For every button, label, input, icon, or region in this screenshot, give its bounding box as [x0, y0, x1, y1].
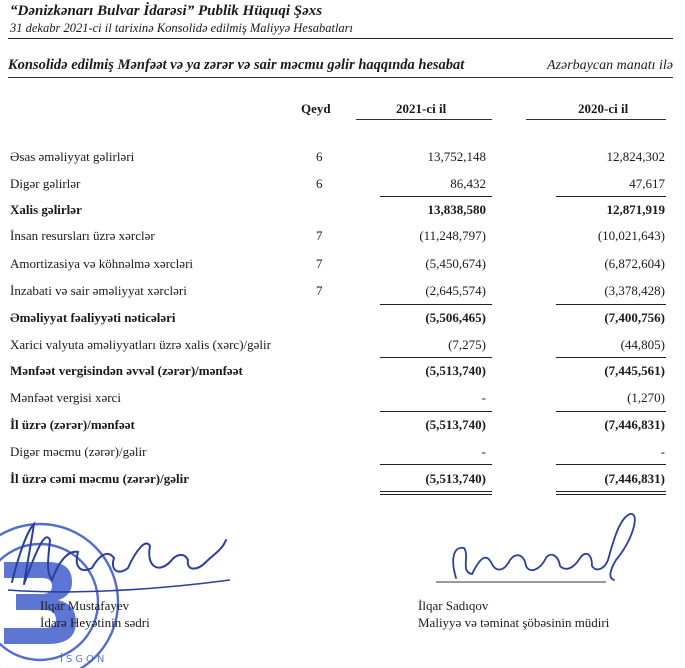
row-value-2020: (3,378,428): [604, 283, 665, 298]
signatory-1-position: İdarə Heyətinin sədri: [40, 615, 150, 630]
table-row: [0, 417, 685, 437]
column-header-2021: 2021-ci il: [396, 101, 447, 116]
table-row: [0, 363, 685, 383]
subtotal-rule-2021: [380, 357, 492, 358]
row-label: Digər gəlirlər: [10, 176, 81, 191]
statement-title: Konsolidə edilmiş Mənfəət və ya zərər və sair məcmu gəlir haqqında hesabat: [8, 57, 465, 73]
row-value-2021: (5,450,674): [425, 256, 486, 271]
subtotal-rule-2021: [380, 411, 492, 412]
row-value-2021: (2,645,574): [425, 283, 486, 298]
row-label: Xalis gəlirlər: [10, 202, 82, 217]
subtotal-rule-2020: [556, 304, 666, 305]
table-row: [0, 228, 685, 248]
table-row: [0, 176, 685, 196]
row-value-2021: 13,752,148: [427, 149, 486, 164]
row-value-2020: (7,446,831): [604, 471, 665, 486]
row-note: 7: [316, 256, 323, 271]
column-2021-underline: [356, 119, 492, 120]
row-value-2020: (6,872,604): [604, 256, 665, 271]
row-value-2021: 86,432: [450, 176, 486, 191]
row-value-2021: (11,248,797): [419, 228, 486, 243]
table-row: [0, 390, 685, 410]
subtotal-rule-2021: [380, 464, 492, 465]
svg-text:İSGON: İSGON: [60, 654, 108, 665]
row-value-2020: (1,270): [627, 390, 665, 405]
statement-rule: [8, 77, 673, 78]
table-row: [0, 471, 685, 491]
signature-sadiqov: [420, 508, 650, 590]
entity-title: “Dənizkənarı Bulvar İdarəsi” Publik Hüquqi Şəxs: [10, 3, 323, 19]
row-value-2020: (10,021,643): [597, 228, 665, 243]
row-value-2020: 12,824,302: [606, 149, 665, 164]
total-double-rule-2021: [380, 491, 492, 495]
signatory-2-name: İlqar Sadıqov: [418, 598, 489, 613]
row-note: 6: [316, 176, 323, 191]
row-label: İnzabati və sair əməliyyat xərcləri: [10, 283, 187, 298]
row-value-2021: -: [481, 390, 486, 405]
table-row: [0, 256, 685, 276]
subtotal-rule-2021: [380, 304, 492, 305]
row-value-2021: (5,513,740): [425, 417, 486, 432]
row-value-2020: (7,446,831): [604, 417, 665, 432]
subtotal-rule-2020: [556, 357, 666, 358]
row-value-2021: (5,513,740): [425, 363, 486, 378]
row-value-2020: 12,871,919: [606, 202, 665, 217]
table-row: [0, 149, 685, 169]
row-value-2020: (7,445,561): [604, 363, 665, 378]
row-label: İl üzrə cəmi məcmu (zərər)/gəlir: [10, 471, 190, 486]
subtotal-rule-2020: [556, 464, 666, 465]
row-note: 6: [316, 149, 323, 164]
row-label: Digər məcmu (zərər)/gəlir: [10, 444, 147, 459]
row-value-2020: (44,805): [620, 337, 665, 352]
row-label: İnsan resursları üzrə xərclər: [10, 228, 155, 243]
signatory-2-position: Maliyyə və təminat şöbəsinin müdiri: [418, 615, 610, 630]
table-row: [0, 310, 685, 330]
row-label: Əsas əməliyyat gəlirləri: [10, 149, 135, 164]
table-row: [0, 202, 685, 222]
row-value-2021: -: [481, 444, 486, 459]
header-rule: [8, 38, 673, 39]
row-label: Əməliyyat fəaliyyəti nəticələri: [10, 310, 176, 325]
column-header-note: Qeyd: [301, 101, 331, 116]
signature-mustafayev: [0, 510, 240, 600]
column-2020-underline: [526, 119, 666, 120]
table-row: [0, 283, 685, 303]
row-label: Mənfəət vergisindən əvvəl (zərər)/mənfəət: [10, 363, 243, 378]
row-value-2021: 13,838,580: [427, 202, 486, 217]
row-label: Amortizasiya və köhnəlmə xərcləri: [10, 256, 194, 271]
row-label: Mənfəət vergisi xərci: [10, 390, 121, 405]
subtotal-rule-2020: [556, 196, 666, 197]
total-double-rule-2020: [556, 491, 666, 495]
column-header-2020: 2020-ci il: [578, 101, 629, 116]
row-value-2021: (5,506,465): [425, 310, 486, 325]
row-value-2021: (7,275): [448, 337, 486, 352]
subtotal-rule-2020: [556, 411, 666, 412]
table-row: [0, 444, 685, 464]
report-subtitle: 31 dekabr 2021-ci il tarixinə Konsolidə edilmiş Maliyyə Hesabatları: [10, 21, 353, 35]
table-row: [0, 337, 685, 357]
subtotal-rule-2021: [380, 196, 492, 197]
row-value-2021: (5,513,740): [425, 471, 486, 486]
row-label: Xarici valyuta əməliyyatları üzrə xalis (xərc)/gəlir: [10, 337, 271, 352]
row-label: İl üzrə (zərər)/mənfəət: [10, 417, 135, 432]
row-value-2020: (7,400,756): [604, 310, 665, 325]
signatory-1-name: Ilqar Mustafayev: [40, 598, 130, 613]
currency-label: Azərbaycan manatı ilə: [547, 58, 673, 73]
row-value-2020: 47,617: [629, 176, 665, 191]
row-note: 7: [316, 283, 323, 298]
row-note: 7: [316, 228, 323, 243]
row-value-2020: -: [660, 444, 665, 459]
